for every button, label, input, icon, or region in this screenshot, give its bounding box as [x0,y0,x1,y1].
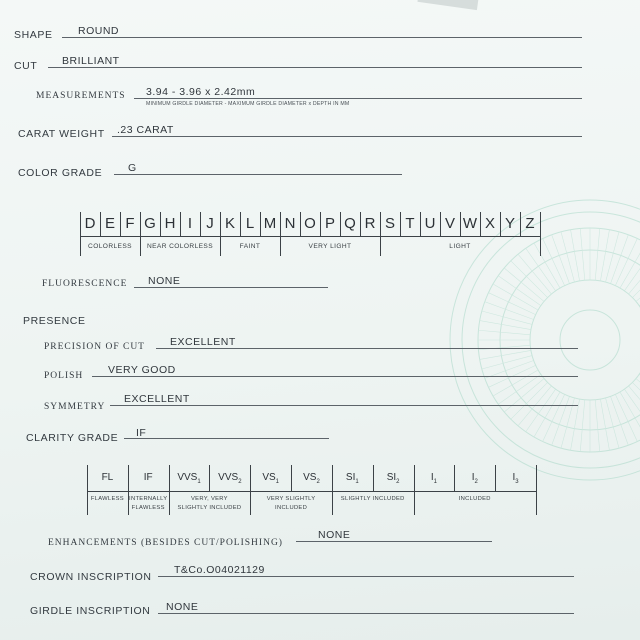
precision-of-cut-line [156,348,578,349]
clarity-group-label [87,495,128,504]
clarity-group-divider [87,491,88,515]
clarity-group-label [414,495,536,504]
clarity-group-line2: INCLUDED [275,504,308,511]
presence-label: PRESENCE [23,315,86,327]
color-group-label: FAINT [239,243,261,250]
clarity-group-line2: FLAWLESS [131,504,165,511]
clarity-grade-subscript: 1 [433,479,437,485]
clarity-grade-subscript: 1 [355,479,359,485]
color-scale-divider [140,212,141,236]
color-group-label: LIGHT [449,243,471,250]
clarity-grade-base: I [430,472,434,483]
measurements-label: MEASUREMENTS [36,91,126,101]
color-scale-divider [500,212,501,236]
symmetry-label: SYMMETRY [44,402,106,412]
color-scale-divider [260,212,261,236]
clarity-scale-divider [454,465,455,491]
symmetry-value: EXCELLENT [124,393,190,405]
clarity-grade-cell [332,472,373,485]
color-letter: V [444,215,455,232]
clarity-scale-divider [209,465,210,491]
cut-label: CUT [14,60,38,72]
clarity-grade-cell [495,472,536,485]
color-letter: E [104,215,115,232]
clarity-grade-subscript: 3 [515,479,519,485]
color-group-divider [540,236,541,256]
color-scale-divider [240,212,241,236]
clarity-grade-base: IF [143,472,153,483]
clarity-scale-divider [250,465,251,491]
color-scale-divider [360,212,361,236]
color-letter: Q [344,215,356,232]
color-letter: I [187,215,193,232]
color-group-label: VERY LIGHT [308,243,352,250]
shape-line [62,37,582,38]
clarity-grade-subscript: 1 [197,479,201,485]
color-letter: P [324,215,335,232]
clarity-group-label [250,495,332,512]
symmetry-line [110,405,578,406]
color-letter: N [284,215,296,232]
clarity-grade-subscript: 2 [474,479,478,485]
color-letter: M [263,215,277,232]
color-letter: T [405,215,415,232]
girdle-inscription-label: GIRDLE INSCRIPTION [30,605,151,617]
clarity-grade-base: VVS [177,472,198,483]
color-scale-divider [320,212,321,236]
color-scale-divider [540,212,541,236]
fluorescence-label: FLUORESCENCE [42,279,128,289]
clarity-grade-cell [454,472,495,485]
color-scale-divider [440,212,441,236]
color-letter: Z [525,215,535,232]
clarity-grade-value: IF [136,427,147,439]
clarity-group-divider [536,491,537,515]
color-scale-divider [80,212,81,236]
clarity-grade-cell [128,472,169,483]
color-letter: R [364,215,376,232]
clarity-grade-subscript: 2 [238,479,242,485]
clarity-grade-line [124,438,329,439]
shape-value: ROUND [78,25,119,37]
enhancements-line [296,541,492,542]
color-letter: Y [504,215,515,232]
polish-line [92,376,578,377]
clarity-grade-subscript: 2 [316,479,320,485]
measurements-note: MINIMUM GIRDLE DIAMETER - MAXIMUM GIRDLE DIAMETER x DEPTH IN MM [146,101,350,107]
color-grade-value: G [128,162,137,174]
clarity-grade-cell [87,472,128,483]
clarity-group-line2: SLIGHTLY INCLUDED [177,504,242,511]
color-letter: X [484,215,495,232]
clarity-grade-subscript: 2 [396,479,400,485]
clarity-grade-base: I [471,472,475,483]
color-scale-divider [280,212,281,236]
clarity-scale-divider [169,465,170,491]
color-group-label: COLORLESS [88,243,132,250]
carat-weight-line [112,136,582,137]
color-scale-divider [120,212,121,236]
color-scale [80,212,540,258]
clarity-scale-divider [291,465,292,491]
color-scale-divider [340,212,341,236]
clarity-group-label [332,495,414,504]
clarity-group-line1: VERY SLIGHTLY [266,496,316,502]
color-scale-divider [460,212,461,236]
clarity-grade-base: SI [345,472,356,483]
clarity-group-line1: SLIGHTLY INCLUDED [340,496,405,502]
color-scale-divider [400,212,401,236]
color-grade-line [114,174,402,175]
clarity-scale-divider [87,465,88,491]
clarity-group-line1: FLAWLESS [90,496,124,502]
cut-line [48,67,582,68]
girdle-inscription-value: NONE [166,601,199,613]
clarity-scale-divider [373,465,374,491]
clarity-grade-cell [373,472,414,485]
crown-inscription-line [158,576,574,577]
clarity-scale-divider [536,465,537,491]
fluorescence-value: NONE [148,275,181,287]
color-scale-divider [100,212,101,236]
color-letter: G [144,215,156,232]
clarity-grade-base: I [512,472,516,483]
paper-clip-shadow [417,0,478,10]
clarity-scale-divider [414,465,415,491]
color-scale-divider [420,212,421,236]
color-letter: D [84,215,96,232]
measurements-line [134,98,582,99]
color-scale-divider [160,212,161,236]
clarity-group-label [169,495,251,512]
clarity-grade-base: VS [262,472,276,483]
color-group-divider [80,236,81,256]
color-letter: J [206,215,214,232]
carat-weight-value: .23 CARAT [117,124,174,136]
color-scale-divider [520,212,521,236]
clarity-group-label [128,495,169,512]
measurements-value: 3.94 - 3.96 x 2.42mm [146,86,256,98]
clarity-grade-cell [414,472,455,485]
polish-label: POLISH [44,371,84,381]
color-scale-divider [300,212,301,236]
clarity-grade-label: CLARITY GRADE [26,432,119,444]
color-scale-divider [480,212,481,236]
clarity-group-line1: VERY, VERY [191,496,228,502]
clarity-group-line1: INTERNALLY [129,496,168,502]
color-scale-rule [80,236,540,237]
clarity-grade-base: VVS [218,472,239,483]
color-letter: H [164,215,176,232]
color-letter: W [462,215,478,232]
crown-inscription-value: T&Co.O04021129 [174,564,265,576]
color-letter: O [304,215,316,232]
clarity-grade-cell [209,472,250,485]
color-scale-divider [200,212,201,236]
color-letter: F [125,215,135,232]
color-scale-divider [220,212,221,236]
clarity-grade-cell [169,472,210,485]
cut-value: BRILLIANT [62,55,120,67]
color-grade-label: COLOR GRADE [18,167,103,179]
clarity-scale [87,465,536,517]
precision-of-cut-label: PRECISION OF CUT [44,342,145,352]
color-letter: L [245,215,255,232]
carat-weight-label: CARAT WEIGHT [18,128,105,140]
clarity-scale-divider [495,465,496,491]
color-letter: S [384,215,395,232]
shape-label: SHAPE [14,29,53,41]
color-letter: U [424,215,436,232]
polish-value: VERY GOOD [108,364,176,376]
clarity-grade-base: SI [386,472,397,483]
clarity-group-line1: INCLUDED [458,496,491,502]
color-letter: K [224,215,235,232]
clarity-grade-cell [291,472,332,485]
clarity-scale-divider [332,465,333,491]
color-scale-divider [180,212,181,236]
clarity-scale-rule [87,491,536,492]
clarity-scale-divider [128,465,129,491]
crown-inscription-label: CROWN INSCRIPTION [30,571,152,583]
clarity-grade-base: VS [303,472,317,483]
color-scale-divider [380,212,381,236]
precision-of-cut-value: EXCELLENT [170,336,236,348]
girdle-inscription-line [158,613,574,614]
fluorescence-line [134,287,328,288]
color-group-label: NEAR COLORLESS [146,243,214,250]
clarity-grade-base: FL [101,472,114,483]
clarity-grade-subscript: 1 [275,479,280,485]
enhancements-value: NONE [318,529,351,541]
enhancements-label: ENHANCEMENTS (BESIDES CUT/POLISHING) [48,538,283,548]
clarity-grade-cell [250,472,291,485]
